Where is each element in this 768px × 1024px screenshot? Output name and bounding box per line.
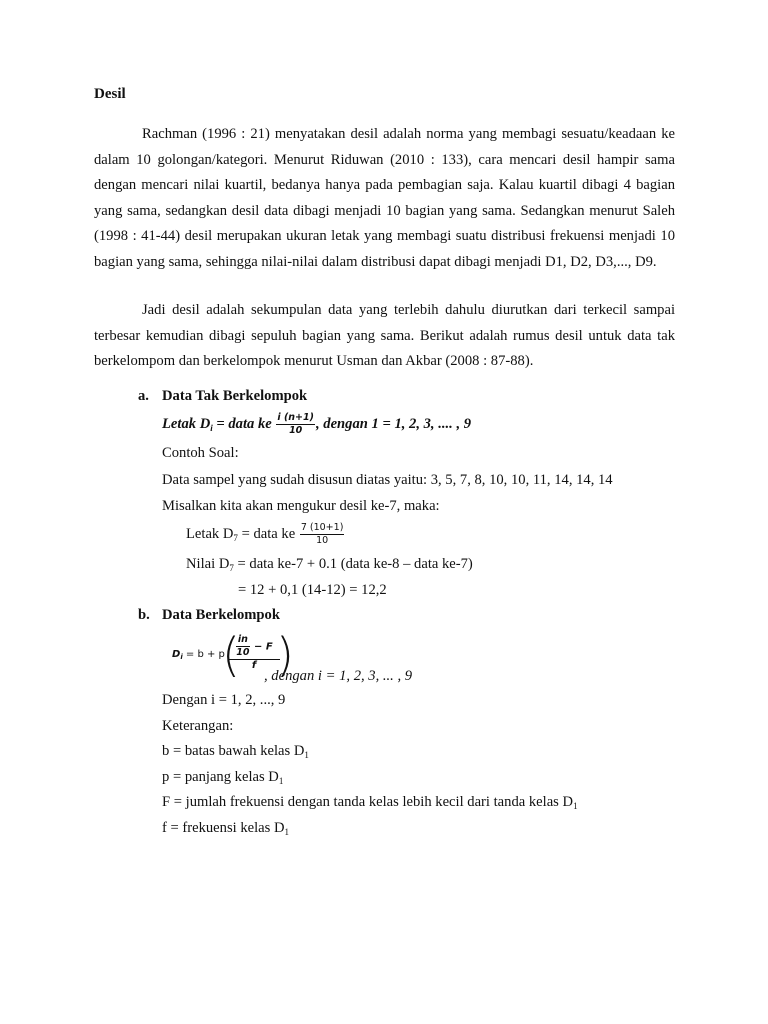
keterangan-p-text: p = panjang kelas D <box>162 769 279 785</box>
page-title: Desil <box>94 86 126 102</box>
section-a-title: Data Tak Berkelompok <box>162 388 308 404</box>
formula-b-lhs-sub: i <box>180 653 183 661</box>
formula-b-inner-denominator: f <box>251 660 257 671</box>
letak-numerator: 7 (10+1) <box>300 522 344 533</box>
paragraph-definition <box>94 122 675 275</box>
formula-a-sub: i <box>210 422 213 433</box>
paragraph-definition-text: Rachman (1996 : 21) menyatakan desil adalah norma yang membagi sesuatu/keadaan ke dalam 10 golongan/kategori. Menurut Riduwan (2010 : 133), cara mencari desil hampir sama dengan mencari nilai kuartil, bedanya hanya pada pembagian saja. Kalau kuartil dibagi 4 bagian yang sama, sedangkan desil data dibagi menjadi 10 bagian yang sama. Sedangkan menurut Saleh (1998 : 41-44) desil merupakan ukuran letak yang membagi suatu distribusi frekuensi menjadi 10 bagian yang sama, sehingga nilai-nilai dalam distribusi dapat dibagi menjadi D1, D2, D3,..., D9. <box>94 126 675 270</box>
formula-a-denominator: 10 <box>289 425 303 436</box>
formula-b-lhs-letter: D <box>172 649 181 660</box>
sample-data: Data sampel yang sudah disusun diatas yaitu: 3, 5, 7, 8, 10, 10, 11, 14, 14, 14 <box>162 472 613 488</box>
nilai-rest: = data ke-7 + 0.1 (data ke-8 – data ke-7) <box>233 556 473 572</box>
section-b-marker: b. <box>138 607 150 623</box>
formula-b-suffix: , dengan i = 1, 2, 3, ... , 9 <box>264 668 413 684</box>
keterangan-item <box>162 820 289 837</box>
range-note: Dengan i = 1, 2, ..., 9 <box>162 692 286 708</box>
nilai-sub: 7 <box>229 563 234 573</box>
keterangan-label: Keterangan: <box>162 718 234 734</box>
formula-a-numerator: i (n+1) <box>277 412 314 423</box>
formula-b-left-paren: ( <box>222 628 240 682</box>
paragraph-summary <box>94 298 675 375</box>
section-b-heading <box>138 607 280 624</box>
keterangan-f-sub: 1 <box>284 827 290 837</box>
keterangan-F-sub: 1 <box>573 801 578 811</box>
formula-b-minus-f: − F <box>250 641 273 653</box>
letak-prefix: Letak D <box>186 525 234 542</box>
keterangan-item <box>162 769 283 786</box>
nilai-result: = 12 + 0,1 (14-12) = 12,2 <box>238 582 387 598</box>
formula-a-suffix: , dengan 1 = 1, 2, 3, .... , 9 <box>315 415 472 432</box>
letak-mid: = data ke <box>237 525 299 542</box>
keterangan-p-sub: 1 <box>278 776 284 786</box>
nilai-prefix: Nilai D <box>186 556 230 572</box>
formula-b-rhs: = b + p <box>182 649 225 660</box>
formula-b-small-fraction <box>236 634 249 659</box>
keterangan-item <box>162 743 309 760</box>
formula-b-in: in <box>237 634 248 645</box>
formula-b-inner-numerator <box>228 634 280 660</box>
letak-denominator: 10 <box>316 535 329 546</box>
letak-sub: 7 <box>233 532 238 543</box>
formula-b-right-paren: ) <box>276 628 294 682</box>
formula-b-ten: 10 <box>236 647 250 658</box>
formula-a-fraction <box>276 412 315 437</box>
letak-fraction <box>300 522 345 547</box>
example-intro: Misalkan kita akan mengukur desil ke-7, maka: <box>162 498 440 514</box>
keterangan-b-sub: 1 <box>304 750 309 760</box>
formula-b-inner-fraction <box>228 634 280 672</box>
section-b-title: Data Berkelompok <box>162 607 280 623</box>
keterangan-f-text: f = frekuensi kelas D <box>162 820 285 836</box>
letak-d7-line <box>186 522 345 547</box>
formula-b-lhs <box>172 649 225 661</box>
formula-ungrouped <box>162 412 471 437</box>
keterangan-b-text: b = batas bawah kelas D <box>162 743 305 759</box>
example-label: Contoh Soal: <box>162 445 239 461</box>
nilai-d7-line <box>186 556 473 573</box>
paragraph-summary-text: Jadi desil adalah sekumpulan data yang terlebih dahulu diurutkan dari terkecil sampai terbesar kemudian dibagi sepuluh bagian yang sama. Berikut adalah rumus desil untuk data tak berkelompom dan berkelompok menurut Usman dan Akbar (2008 : 87-88). <box>94 302 675 369</box>
section-a-heading <box>138 388 307 405</box>
formula-a-prefix: Letak D <box>162 415 211 432</box>
keterangan-F-text: F = jumlah frekuensi dengan tanda kelas lebih kecil dari tanda kelas D <box>162 794 574 810</box>
formula-a-mid: = data ke <box>212 415 276 432</box>
section-a-marker: a. <box>138 388 149 404</box>
keterangan-item <box>162 794 578 811</box>
